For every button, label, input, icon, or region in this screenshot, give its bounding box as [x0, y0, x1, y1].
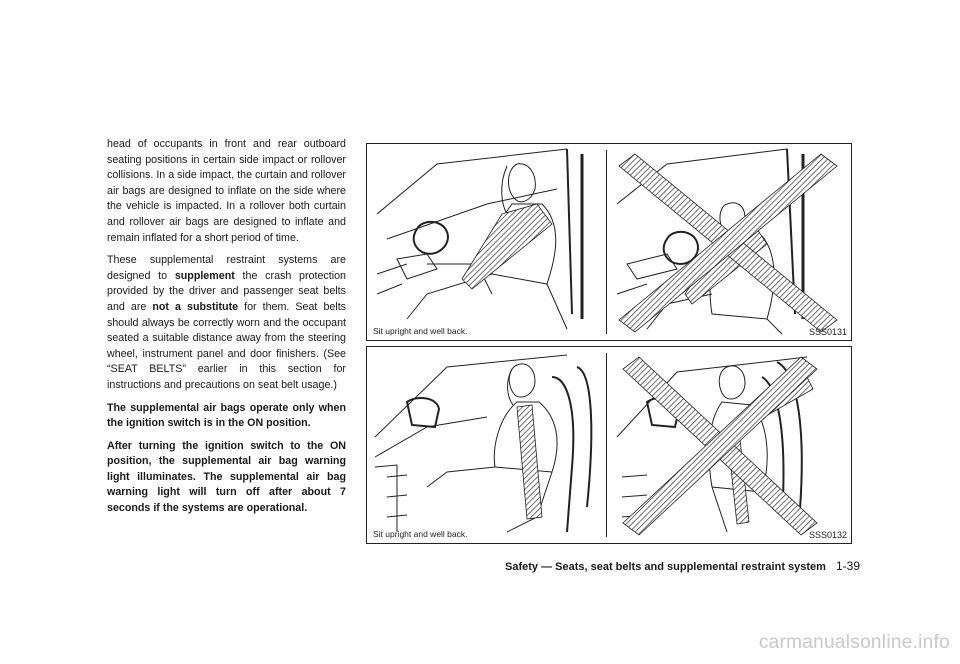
figure-2-divider — [606, 353, 607, 537]
page-footer — [460, 559, 860, 573]
watermark-text: carmanualsonline.info — [758, 632, 950, 653]
figure-2-illustration — [367, 347, 851, 543]
page-number: 1-39 — [835, 559, 860, 573]
figure-1-caption: Sit upright and well back. — [373, 326, 468, 336]
paragraph-2-bold-supplement: supplement — [174, 269, 235, 282]
paragraph-4-text: After turning the ignition switch to the ON position, the supplemental air bag warning light illuminates. The supplemental air bag warning light will turn off after about 7 seconds if the systems are operational. — [107, 439, 346, 515]
figure-driver-seating — [366, 143, 852, 341]
paragraph-2-part-a: These supplemental restraint systems are designed to — [107, 254, 346, 282]
figure-passenger-seating — [366, 346, 852, 544]
paragraph-1: head of occupants in front and rear outboard seating positions in certain side impact or rollover collisions. In a side impact, the curtain and rollover air bags are designed to inflate on the side where the vehicle is impacted. In a rollover both curtain and rollover air bags are designed to inflate and remain inflated for a short period of time. — [107, 138, 346, 244]
figure-2-caption: Sit upright and well back. — [373, 529, 468, 539]
figure-1-divider — [606, 150, 607, 334]
figure-1-illustration — [367, 144, 851, 340]
paragraph-2 — [107, 253, 346, 393]
paragraph-3-bold — [107, 401, 346, 432]
paragraph-2-part-e: for them. Seat belts should always be correctly worn and the occupant seated a suitable distance away from the steering wheel, instrument panel and door finishers. (See “SEAT BELTS” earlier in this section for instructions and precautions on seat belt usage.) — [107, 300, 347, 391]
paragraph-2-bold-not-substitute: not a substitute — [152, 300, 239, 313]
figure-1-code: SSS0131 — [808, 327, 847, 337]
body-text-column — [107, 137, 346, 524]
paragraph-4-bold — [107, 439, 346, 517]
footer-section-title: Safety — Seats, seat belts and supplemental restraint system — [505, 561, 826, 573]
paragraph-3-text: The supplemental air bags operate only when the ignition switch is in the ON position. — [107, 401, 346, 430]
paragraph-2-part-c: the crash protection provided by the driver and passenger seat belts and are — [107, 269, 346, 313]
figure-2-code: SSS0132 — [808, 530, 847, 540]
